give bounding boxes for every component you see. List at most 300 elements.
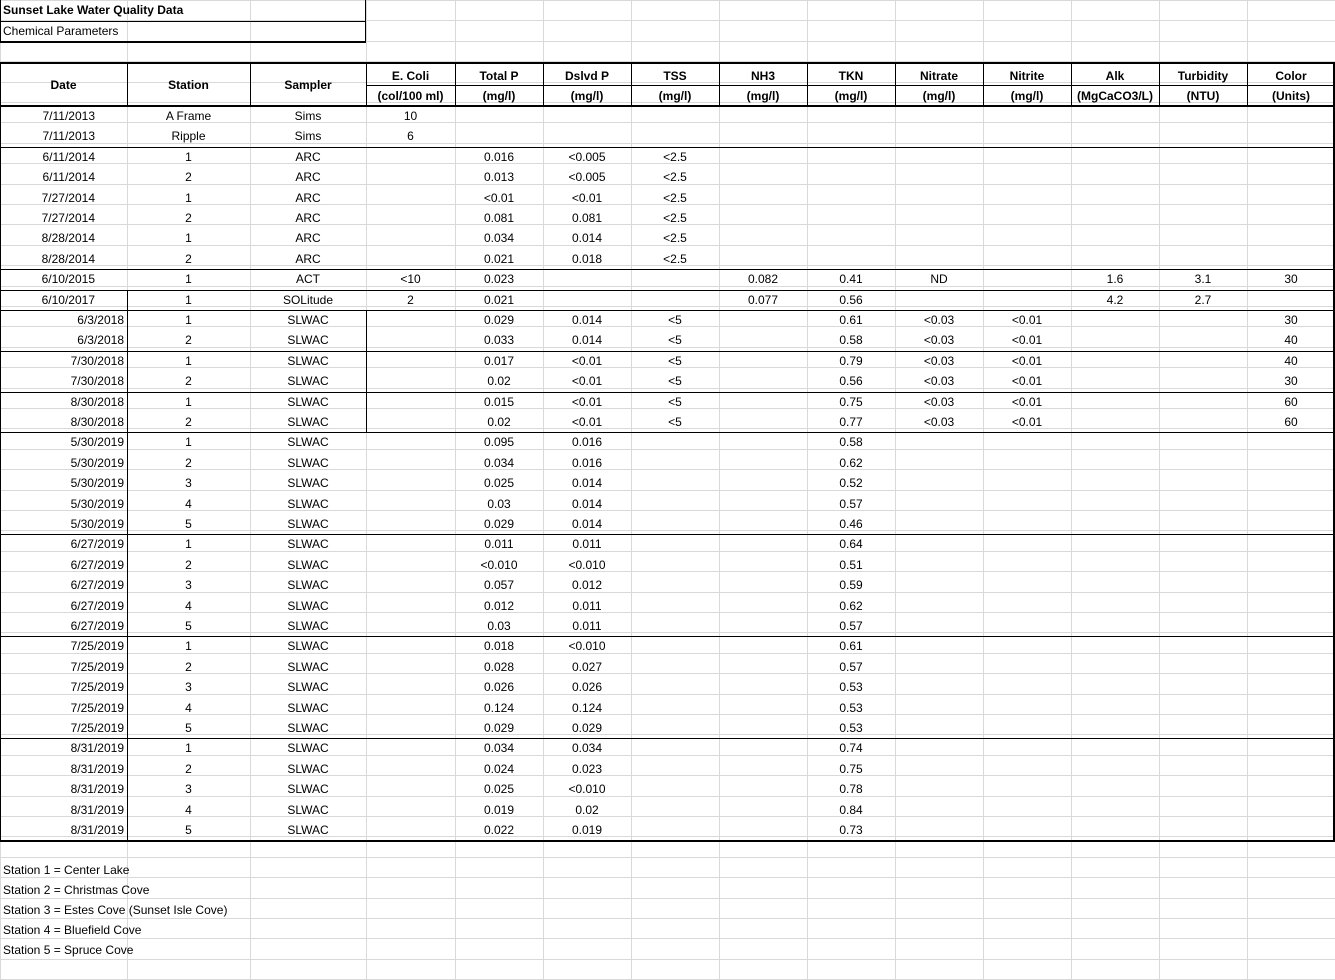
cell-nitrate[interactable] — [895, 718, 983, 738]
cell-station[interactable]: 1 — [185, 292, 192, 307]
cell-dslvd_p[interactable]: <0.005 — [568, 149, 606, 164]
cell-tkn[interactable]: 0.77 — [839, 415, 863, 429]
cell-nitrite[interactable]: <0.01 — [1011, 415, 1043, 429]
cell-nh3[interactable] — [719, 351, 807, 371]
cell-ecoli[interactable] — [366, 555, 455, 575]
cell-total_p[interactable]: 0.057 — [483, 578, 515, 593]
cell-turbidity[interactable] — [1159, 351, 1247, 371]
cell-dslvd_p[interactable]: 0.019 — [571, 823, 603, 837]
cell-ecoli[interactable] — [366, 147, 455, 167]
cell-date[interactable]: 8/31/2019 — [70, 761, 124, 776]
cell-sampler[interactable]: SLWAC — [287, 333, 329, 348]
cell-tss[interactable] — [631, 677, 719, 697]
cell-color[interactable]: 30 — [1284, 272, 1298, 287]
cell-dslvd_p[interactable]: 0.026 — [571, 680, 603, 695]
cell-tkn[interactable]: 0.41 — [839, 272, 863, 287]
cell-total_p[interactable] — [455, 106, 543, 126]
cell-dslvd_p[interactable]: 0.124 — [571, 700, 603, 715]
cell-turbidity[interactable] — [1159, 596, 1247, 616]
cell-tss[interactable] — [631, 126, 719, 146]
cell-station[interactable]: 2 — [185, 251, 192, 266]
sheet-subtitle[interactable]: Chemical Parameters — [3, 24, 119, 38]
cell-alk[interactable] — [1071, 453, 1159, 473]
cell-sampler[interactable]: SLWAC — [287, 517, 329, 531]
cell-nitrite[interactable]: <0.01 — [1011, 333, 1043, 348]
cell-ecoli[interactable] — [366, 188, 455, 208]
cell-nitrite[interactable] — [983, 188, 1071, 208]
cell-nh3[interactable] — [719, 412, 807, 432]
cell-nitrate[interactable] — [895, 453, 983, 473]
cell-dslvd_p[interactable]: <0.01 — [571, 394, 603, 409]
cell-tss[interactable] — [631, 453, 719, 473]
cell-ecoli[interactable]: <10 — [400, 272, 421, 287]
cell-nh3[interactable] — [719, 555, 807, 575]
cell-turbidity[interactable] — [1159, 718, 1247, 738]
cell-alk[interactable] — [1071, 698, 1159, 718]
cell-alk[interactable] — [1071, 575, 1159, 595]
cell-nitrate[interactable]: <0.03 — [923, 415, 955, 429]
cell-total_p[interactable]: 0.033 — [483, 333, 515, 348]
cell-sampler[interactable]: SLWAC — [287, 721, 329, 735]
cell-alk[interactable] — [1071, 371, 1159, 391]
cell-date[interactable]: 7/25/2019 — [70, 721, 124, 735]
cell-sampler[interactable]: SLWAC — [287, 394, 329, 409]
cell-sampler[interactable]: ARC — [295, 211, 321, 225]
cell-nitrate[interactable]: ND — [930, 272, 948, 287]
cell-total_p[interactable]: 0.081 — [483, 211, 515, 225]
cell-tss[interactable]: <5 — [668, 313, 682, 327]
cell-tss[interactable] — [631, 534, 719, 554]
cell-tkn[interactable]: 0.84 — [839, 802, 863, 817]
cell-ecoli[interactable] — [366, 616, 455, 636]
cell-sampler[interactable]: ARC — [295, 170, 321, 185]
cell-tkn[interactable]: 0.52 — [839, 476, 863, 491]
cell-ecoli[interactable]: 2 — [407, 292, 414, 307]
cell-sampler[interactable]: SLWAC — [287, 415, 329, 429]
cell-tss[interactable]: <5 — [668, 394, 682, 409]
cell-total_p[interactable]: 0.021 — [483, 251, 515, 266]
cell-nitrate[interactable] — [895, 759, 983, 779]
cell-nitrite[interactable] — [983, 269, 1071, 289]
cell-sampler[interactable]: SLWAC — [287, 680, 329, 695]
cell-tss[interactable]: <2.5 — [663, 231, 687, 246]
cell-station[interactable]: 1 — [185, 190, 192, 205]
cell-nh3[interactable] — [719, 575, 807, 595]
cell-station[interactable]: 4 — [185, 802, 192, 817]
cell-ecoli[interactable] — [366, 432, 455, 452]
cell-turbidity[interactable] — [1159, 534, 1247, 554]
cell-nh3[interactable]: 0.082 — [747, 272, 779, 287]
cell-sampler[interactable]: SLWAC — [287, 700, 329, 715]
cell-turbidity[interactable] — [1159, 738, 1247, 758]
cell-station[interactable]: 4 — [185, 598, 192, 613]
cell-nitrite[interactable] — [983, 698, 1071, 718]
cell-total_p[interactable]: 0.018 — [483, 639, 515, 654]
cell-nitrite[interactable] — [983, 147, 1071, 167]
cell-nitrite[interactable] — [983, 534, 1071, 554]
cell-tkn[interactable]: 0.73 — [839, 823, 863, 837]
cell-nitrite[interactable] — [983, 779, 1071, 799]
column-header-tss[interactable]: TSS — [663, 69, 687, 83]
cell-total_p[interactable]: 0.012 — [483, 598, 515, 613]
cell-dslvd_p[interactable]: 0.011 — [572, 537, 602, 552]
cell-nitrite[interactable] — [983, 738, 1071, 758]
cell-color[interactable] — [1247, 779, 1335, 799]
cell-nitrate[interactable] — [895, 494, 983, 514]
cell-nitrate[interactable] — [895, 188, 983, 208]
cell-station[interactable]: 5 — [185, 823, 192, 837]
column-unit-nitrate[interactable]: (mg/l) — [922, 89, 956, 103]
cell-tss[interactable]: <2.5 — [663, 251, 687, 266]
cell-turbidity[interactable] — [1159, 188, 1247, 208]
cell-turbidity[interactable] — [1159, 473, 1247, 493]
cell-alk[interactable] — [1071, 779, 1159, 799]
cell-tss[interactable]: <2.5 — [663, 170, 687, 185]
cell-total_p[interactable]: 0.013 — [483, 170, 515, 185]
cell-nitrite[interactable]: <0.01 — [1011, 374, 1043, 389]
cell-nitrate[interactable] — [895, 208, 983, 228]
cell-nh3[interactable] — [719, 126, 807, 146]
cell-dslvd_p[interactable]: 0.027 — [571, 659, 603, 674]
cell-nh3[interactable] — [719, 228, 807, 248]
column-unit-tkn[interactable]: (mg/l) — [834, 89, 868, 103]
cell-date[interactable]: 8/30/2018 — [70, 394, 124, 409]
cell-nitrate[interactable]: <0.03 — [923, 353, 955, 368]
cell-total_p[interactable]: 0.034 — [483, 231, 515, 246]
cell-ecoli[interactable] — [366, 575, 455, 595]
cell-total_p[interactable]: 0.029 — [483, 517, 515, 531]
cell-date[interactable]: 7/25/2019 — [70, 700, 124, 715]
cell-station[interactable]: 2 — [185, 374, 192, 389]
cell-tkn[interactable]: 0.53 — [839, 680, 863, 695]
cell-nh3[interactable] — [719, 636, 807, 656]
cell-color[interactable] — [1247, 616, 1335, 636]
column-header-nitrite[interactable]: Nitrite — [1009, 69, 1045, 83]
cell-tkn[interactable] — [807, 126, 895, 146]
cell-nitrite[interactable] — [983, 514, 1071, 534]
cell-station[interactable]: 1 — [185, 394, 192, 409]
cell-color[interactable] — [1247, 473, 1335, 493]
cell-total_p[interactable]: 0.02 — [487, 374, 511, 389]
cell-tss[interactable] — [631, 514, 719, 534]
cell-color[interactable] — [1247, 677, 1335, 697]
cell-sampler[interactable]: ACT — [296, 272, 320, 287]
cell-tkn[interactable]: 0.57 — [839, 659, 863, 674]
cell-date[interactable]: 7/27/2014 — [41, 211, 95, 225]
cell-sampler[interactable]: Sims — [294, 129, 322, 144]
cell-total_p[interactable]: 0.124 — [483, 700, 515, 715]
cell-date[interactable]: 5/30/2019 — [70, 496, 124, 511]
cell-turbidity[interactable]: 2.7 — [1194, 292, 1212, 307]
cell-nitrate[interactable] — [895, 698, 983, 718]
cell-turbidity[interactable] — [1159, 677, 1247, 697]
cell-station[interactable]: 1 — [185, 435, 192, 450]
cell-date[interactable]: 8/31/2019 — [70, 741, 124, 756]
cell-sampler[interactable]: SLWAC — [287, 823, 329, 837]
cell-nitrate[interactable] — [895, 514, 983, 534]
cell-tss[interactable]: <2.5 — [663, 211, 687, 225]
cell-turbidity[interactable] — [1159, 494, 1247, 514]
cell-tkn[interactable]: 0.61 — [839, 639, 863, 654]
cell-dslvd_p[interactable]: <0.01 — [571, 353, 603, 368]
cell-tss[interactable] — [631, 432, 719, 452]
cell-ecoli[interactable] — [366, 657, 455, 677]
cell-nh3[interactable] — [719, 534, 807, 554]
cell-station[interactable]: A Frame — [165, 109, 212, 123]
cell-tss[interactable] — [631, 616, 719, 636]
cell-nitrite[interactable] — [983, 208, 1071, 228]
cell-turbidity[interactable] — [1159, 126, 1247, 146]
cell-tkn[interactable]: 0.62 — [839, 455, 863, 470]
cell-dslvd_p[interactable]: <0.010 — [568, 782, 606, 797]
cell-dslvd_p[interactable]: <0.01 — [571, 415, 603, 429]
cell-alk[interactable] — [1071, 596, 1159, 616]
cell-alk[interactable] — [1071, 473, 1159, 493]
column-header-station[interactable]: Station — [168, 78, 209, 92]
cell-turbidity[interactable] — [1159, 249, 1247, 269]
cell-dslvd_p[interactable]: <0.010 — [568, 639, 606, 654]
cell-dslvd_p[interactable] — [543, 106, 631, 126]
cell-nh3[interactable] — [719, 208, 807, 228]
cell-dslvd_p[interactable]: 0.012 — [571, 578, 603, 593]
cell-tkn[interactable]: 0.64 — [839, 537, 863, 552]
cell-nh3[interactable] — [719, 657, 807, 677]
cell-color[interactable] — [1247, 575, 1335, 595]
cell-sampler[interactable]: ARC — [295, 251, 321, 266]
cell-turbidity[interactable] — [1159, 453, 1247, 473]
cell-station[interactable]: Ripple — [171, 129, 206, 144]
cell-alk[interactable] — [1071, 718, 1159, 738]
cell-nh3[interactable] — [719, 759, 807, 779]
column-header-alk[interactable]: Alk — [1105, 69, 1125, 83]
cell-total_p[interactable]: 0.011 — [484, 537, 514, 552]
cell-ecoli[interactable] — [366, 330, 455, 350]
cell-nh3[interactable] — [719, 616, 807, 636]
cell-nitrite[interactable] — [983, 290, 1071, 310]
cell-tkn[interactable]: 0.59 — [839, 578, 863, 593]
cell-color[interactable] — [1247, 657, 1335, 677]
cell-alk[interactable] — [1071, 494, 1159, 514]
cell-nh3[interactable] — [719, 310, 807, 330]
cell-nitrite[interactable] — [983, 167, 1071, 187]
cell-dslvd_p[interactable]: <0.01 — [571, 374, 603, 389]
cell-tkn[interactable]: 0.56 — [839, 374, 863, 389]
cell-total_p[interactable]: 0.029 — [483, 721, 515, 735]
cell-color[interactable] — [1247, 718, 1335, 738]
cell-nitrate[interactable] — [895, 555, 983, 575]
cell-color[interactable] — [1247, 636, 1335, 656]
cell-date[interactable]: 6/3/2018 — [77, 313, 124, 327]
cell-station[interactable]: 2 — [185, 659, 192, 674]
cell-ecoli[interactable] — [366, 596, 455, 616]
cell-tss[interactable]: <2.5 — [663, 149, 687, 164]
cell-tkn[interactable]: 0.53 — [839, 700, 863, 715]
cell-sampler[interactable]: SLWAC — [287, 496, 329, 511]
cell-station[interactable]: 3 — [185, 782, 192, 797]
cell-station[interactable]: 3 — [185, 476, 192, 491]
cell-nitrate[interactable]: <0.03 — [923, 313, 955, 327]
cell-date[interactable]: 8/30/2018 — [70, 415, 124, 429]
cell-dslvd_p[interactable]: <0.01 — [571, 190, 603, 205]
cell-alk[interactable] — [1071, 616, 1159, 636]
cell-nh3[interactable] — [719, 596, 807, 616]
cell-color[interactable]: 40 — [1284, 333, 1298, 348]
cell-total_p[interactable]: 0.028 — [483, 659, 515, 674]
cell-turbidity[interactable] — [1159, 514, 1247, 534]
cell-tkn[interactable] — [807, 167, 895, 187]
cell-color[interactable] — [1247, 555, 1335, 575]
cell-station[interactable]: 1 — [185, 272, 192, 287]
station-note[interactable]: Station 4 = Bluefield Cove — [3, 923, 142, 937]
cell-ecoli[interactable] — [366, 698, 455, 718]
cell-nitrite[interactable] — [983, 473, 1071, 493]
cell-sampler[interactable]: ARC — [295, 190, 321, 205]
cell-sampler[interactable]: SLWAC — [287, 761, 329, 776]
cell-turbidity[interactable] — [1159, 636, 1247, 656]
cell-tkn[interactable] — [807, 208, 895, 228]
cell-sampler[interactable]: SLWAC — [287, 455, 329, 470]
cell-nitrate[interactable] — [895, 616, 983, 636]
cell-alk[interactable] — [1071, 188, 1159, 208]
cell-station[interactable]: 1 — [185, 353, 192, 368]
column-unit-nh3[interactable]: (mg/l) — [746, 89, 780, 103]
cell-nitrite[interactable] — [983, 126, 1071, 146]
cell-color[interactable]: 60 — [1284, 415, 1298, 429]
cell-station[interactable]: 1 — [185, 537, 192, 552]
cell-nh3[interactable] — [719, 106, 807, 126]
cell-sampler[interactable]: SOLitude — [282, 292, 334, 307]
cell-date[interactable]: 6/10/2017 — [41, 292, 95, 307]
cell-station[interactable]: 2 — [185, 761, 192, 776]
cell-color[interactable] — [1247, 228, 1335, 248]
cell-color[interactable] — [1247, 494, 1335, 514]
cell-tkn[interactable] — [807, 147, 895, 167]
cell-alk[interactable] — [1071, 677, 1159, 697]
cell-ecoli[interactable]: 6 — [407, 129, 414, 144]
cell-alk[interactable] — [1071, 249, 1159, 269]
cell-station[interactable]: 3 — [185, 578, 192, 593]
cell-ecoli[interactable] — [366, 800, 455, 820]
cell-station[interactable]: 4 — [185, 700, 192, 715]
cell-tss[interactable] — [631, 759, 719, 779]
cell-nh3[interactable] — [719, 453, 807, 473]
cell-turbidity[interactable] — [1159, 820, 1247, 840]
cell-nh3[interactable] — [719, 188, 807, 208]
cell-tkn[interactable]: 0.74 — [839, 741, 863, 756]
cell-date[interactable]: 5/30/2019 — [70, 455, 124, 470]
cell-dslvd_p[interactable]: 0.029 — [571, 721, 603, 735]
cell-turbidity[interactable] — [1159, 147, 1247, 167]
cell-color[interactable] — [1247, 208, 1335, 228]
cell-color[interactable] — [1247, 290, 1335, 310]
cell-alk[interactable] — [1071, 432, 1159, 452]
cell-nh3[interactable] — [719, 330, 807, 350]
cell-dslvd_p[interactable]: <0.010 — [568, 557, 606, 572]
cell-tss[interactable] — [631, 718, 719, 738]
cell-total_p[interactable]: 0.034 — [483, 455, 515, 470]
cell-total_p[interactable]: 0.034 — [483, 741, 515, 756]
cell-nitrite[interactable]: <0.01 — [1011, 394, 1043, 409]
sheet-title[interactable]: Sunset Lake Water Quality Data — [3, 3, 184, 17]
cell-nitrite[interactable] — [983, 249, 1071, 269]
cell-nitrite[interactable]: <0.01 — [1011, 353, 1043, 368]
cell-color[interactable] — [1247, 167, 1335, 187]
cell-sampler[interactable]: SLWAC — [287, 557, 329, 572]
cell-nh3[interactable] — [719, 779, 807, 799]
cell-turbidity[interactable] — [1159, 800, 1247, 820]
cell-nitrite[interactable] — [983, 228, 1071, 248]
cell-nitrate[interactable] — [895, 779, 983, 799]
cell-date[interactable]: 6/27/2019 — [70, 578, 124, 593]
cell-dslvd_p[interactable] — [543, 290, 631, 310]
column-header-ecoli[interactable]: E. Coli — [391, 69, 430, 83]
cell-dslvd_p[interactable]: 0.081 — [571, 211, 603, 225]
cell-date[interactable]: 7/25/2019 — [70, 659, 124, 674]
cell-tkn[interactable]: 0.56 — [839, 292, 863, 307]
cell-nitrite[interactable] — [983, 657, 1071, 677]
cell-nitrate[interactable]: <0.03 — [923, 374, 955, 389]
cell-alk[interactable] — [1071, 126, 1159, 146]
cell-ecoli[interactable] — [366, 718, 455, 738]
cell-alk[interactable] — [1071, 412, 1159, 432]
cell-nitrite[interactable] — [983, 677, 1071, 697]
cell-tkn[interactable]: 0.79 — [839, 353, 863, 368]
cell-total_p[interactable]: 0.017 — [483, 353, 515, 368]
cell-nh3[interactable] — [719, 718, 807, 738]
cell-color[interactable] — [1247, 249, 1335, 269]
cell-turbidity[interactable]: 3.1 — [1194, 272, 1212, 287]
cell-color[interactable] — [1247, 147, 1335, 167]
cell-color[interactable] — [1247, 596, 1335, 616]
cell-nh3[interactable] — [719, 473, 807, 493]
cell-tss[interactable] — [631, 779, 719, 799]
cell-tss[interactable]: <2.5 — [663, 190, 687, 205]
station-note[interactable]: Station 3 = Estes Cove (Sunset Isle Cove) — [3, 903, 228, 917]
cell-nitrate[interactable] — [895, 800, 983, 820]
cell-total_p[interactable]: 0.029 — [483, 313, 515, 327]
cell-nitrate[interactable] — [895, 657, 983, 677]
cell-turbidity[interactable] — [1159, 228, 1247, 248]
column-unit-nitrite[interactable]: (mg/l) — [1010, 89, 1044, 103]
cell-ecoli[interactable] — [366, 453, 455, 473]
cell-nitrate[interactable] — [895, 167, 983, 187]
cell-color[interactable] — [1247, 106, 1335, 126]
cell-nh3[interactable] — [719, 514, 807, 534]
cell-tkn[interactable]: 0.58 — [839, 333, 863, 348]
cell-alk[interactable] — [1071, 330, 1159, 350]
cell-dslvd_p[interactable]: 0.014 — [571, 231, 603, 246]
cell-nitrate[interactable] — [895, 820, 983, 840]
cell-tss[interactable] — [631, 738, 719, 758]
cell-turbidity[interactable] — [1159, 330, 1247, 350]
cell-turbidity[interactable] — [1159, 779, 1247, 799]
cell-date[interactable]: 5/30/2019 — [70, 435, 124, 450]
cell-dslvd_p[interactable]: 0.014 — [571, 496, 603, 511]
cell-nitrate[interactable] — [895, 249, 983, 269]
cell-dslvd_p[interactable] — [543, 269, 631, 289]
column-header-total_p[interactable]: Total P — [479, 69, 519, 83]
cell-date[interactable]: 8/28/2014 — [41, 231, 95, 246]
cell-sampler[interactable]: SLWAC — [287, 374, 329, 389]
cell-ecoli[interactable] — [366, 208, 455, 228]
column-header-dslvd_p[interactable]: Dslvd P — [564, 69, 609, 83]
cell-dslvd_p[interactable]: 0.014 — [571, 517, 603, 531]
cell-station[interactable]: 2 — [185, 170, 192, 185]
cell-alk[interactable] — [1071, 106, 1159, 126]
column-header-date[interactable]: Date — [50, 78, 77, 92]
cell-ecoli[interactable] — [366, 534, 455, 554]
cell-nitrate[interactable] — [895, 677, 983, 697]
